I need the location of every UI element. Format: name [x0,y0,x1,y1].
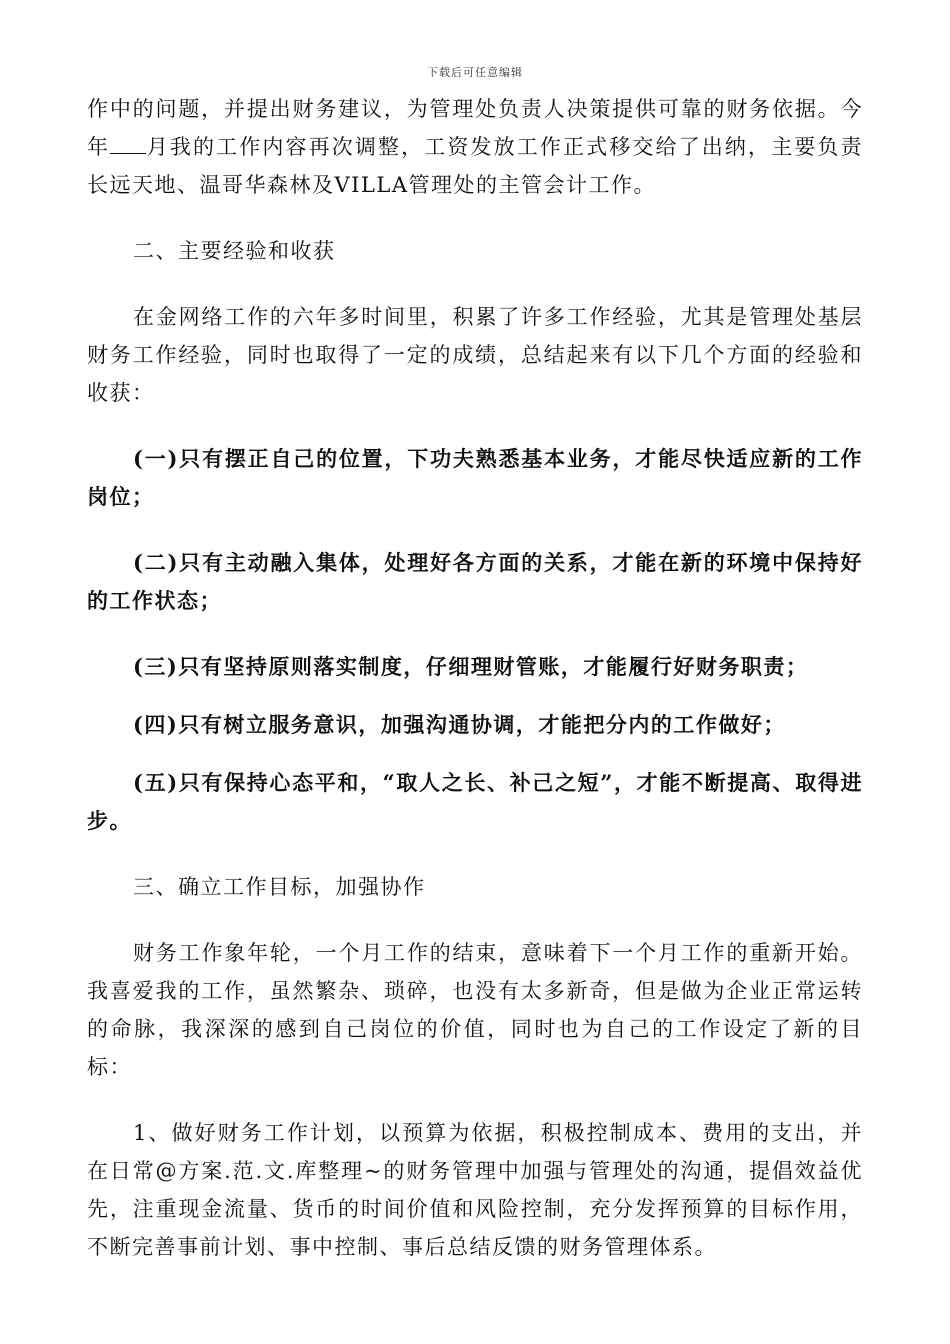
page-header: 下载后可任意编辑 [427,66,523,79]
experience-item-1: (一)只有摆正自己的位置，下功夫熟悉基本业务，才能尽快适应新的工作岗位； [87,446,863,509]
section-heading-2: 二、主要经验和收获 [133,239,336,263]
paragraph-4: 1、做好财务工作计划，以预算为依据，积极控制成本、费用的支出，并在日常@方案.范.文.库整理~的财务管理中加强与管理处的沟通，提倡效益优先，注重现金流量、货币的时间价值和风险控制，充分发挥预算的目标作用，不断完善事前计划、事中控制、事后总结反馈的财务管理体系。 [87,1121,863,1259]
paragraph-3: 财务工作象年轮，一个月工作的结束，意味着下一个月工作的重新开始。我喜爱我的工作，虽然繁杂、琐碎，也没有太多新奇，但是做为企业正常运转的命脉，我深深的感到自己岗位的价值，同时也为自己的工作设定了新的目标： [87,941,863,1079]
paragraph-2: 在金网络工作的六年多时间里，积累了许多工作经验，尤其是管理处基层财务工作经验，同时也取得了一定的成绩，总结起来有以下几个方面的经验和收获： [87,305,863,405]
experience-item-5: (五)只有保持心态平和，“取人之长、补己之短”，才能不断提高、取得进步。 [87,770,863,833]
document-body [87,90,863,1266]
experience-item-3: (三)只有坚持原则落实制度，仔细理财管账，才能履行好财务职责； [133,654,809,679]
experience-item-2: (二)只有主动融入集体，处理好各方面的关系，才能在新的环境中保持好的工作状态； [87,550,863,613]
section-heading-3: 三、确立工作目标，加强协作 [133,875,426,899]
experience-item-4: (四)只有树立服务意识，加强沟通协调，才能把分内的工作做好； [133,712,786,737]
paragraph-1-start: 作中的问题，并提出财务建议，为管理处负责人决策提供可靠的财务依据。今年 [87,97,863,159]
paragraph-1 [87,90,863,204]
paragraph-1-end: 月我的工作内容再次调整，工资发放工作正式移交给了出纳，主要负责长远天地、温哥华森林及VILLA管理处的主管会计工作。 [87,135,863,197]
blank-underline [110,133,146,154]
